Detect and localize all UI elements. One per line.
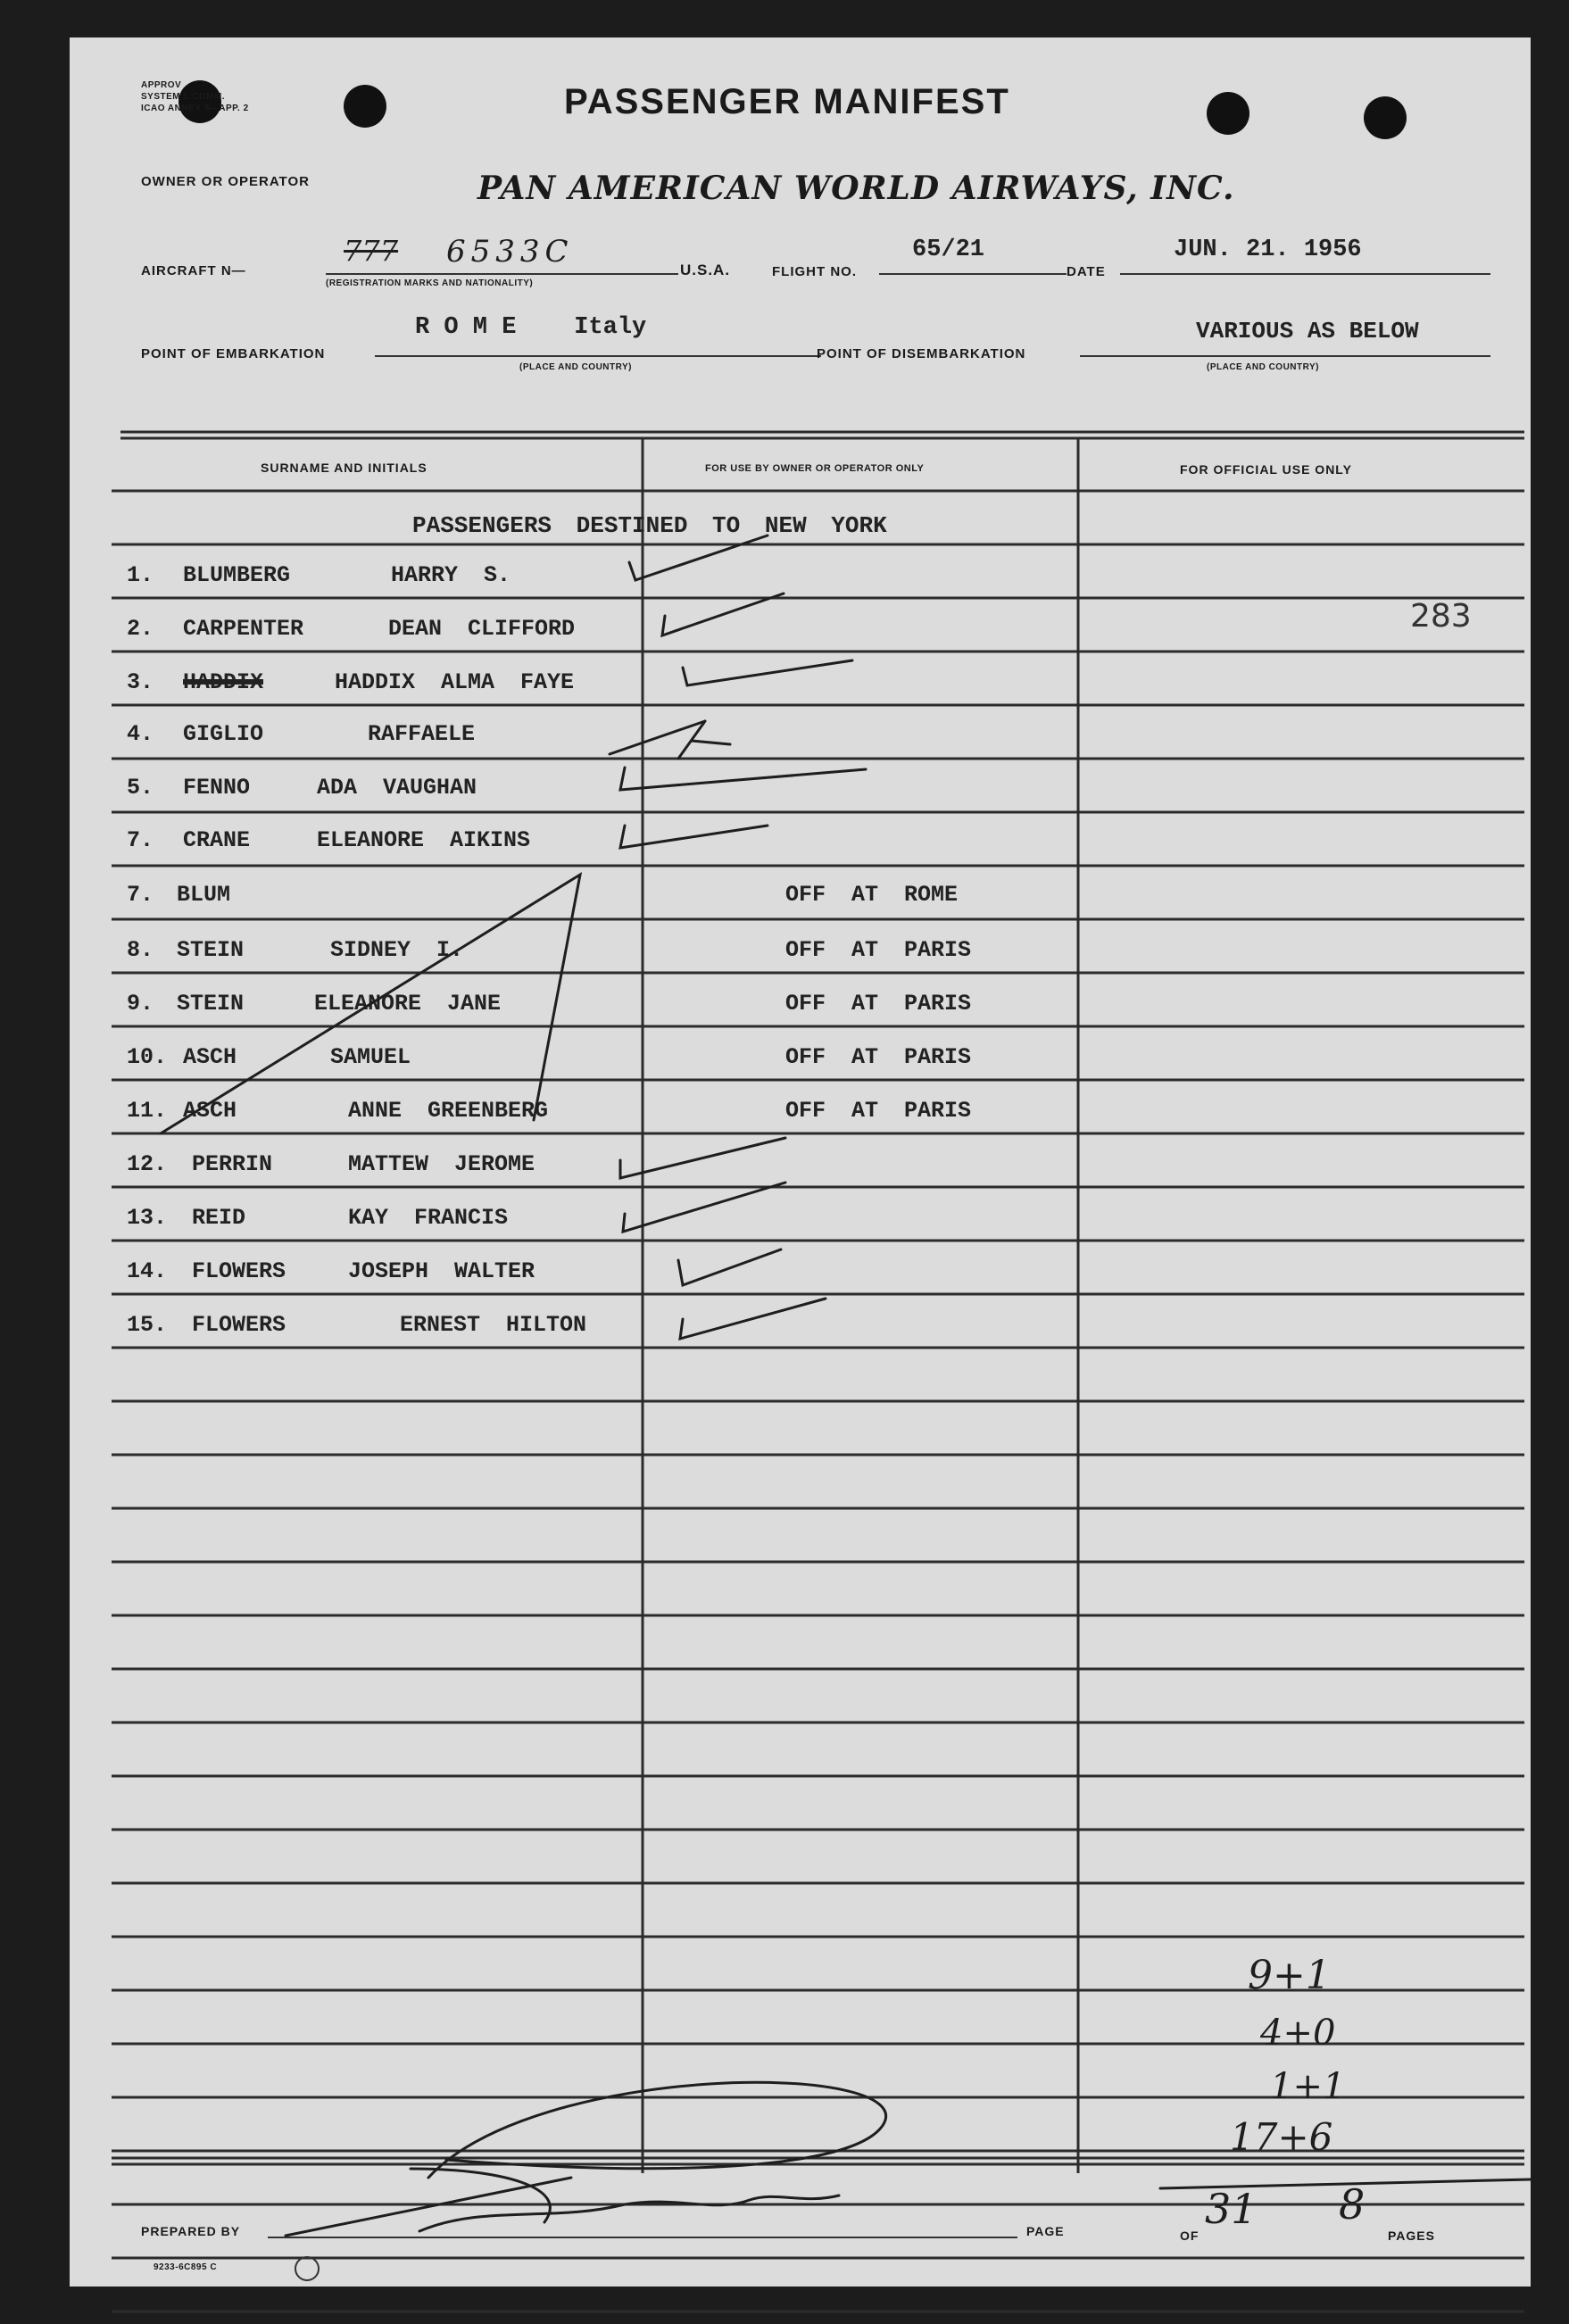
official-note: 283 (1410, 598, 1472, 635)
embarkation-label: POINT OF EMBARKATION (141, 346, 326, 361)
check-mark (629, 535, 768, 580)
passenger-surname: FENNO (183, 775, 251, 801)
passenger-surname: REID (192, 1205, 246, 1231)
page-title: PASSENGER MANIFEST (564, 82, 1010, 121)
page-underline (1160, 2179, 1531, 2188)
check-mark (680, 1299, 826, 1339)
passenger-given-names: RAFFAELE (368, 721, 476, 747)
column-header-operator: FOR USE BY OWNER OR OPERATOR ONLY (705, 463, 925, 474)
passenger-number: 2. (127, 616, 154, 642)
passenger-number: 13. (127, 1205, 168, 1231)
passenger-surname: HADDIX (183, 669, 264, 695)
passenger-remark: OFF AT PARIS (785, 991, 972, 1017)
passenger-remark: OFF AT PARIS (785, 937, 972, 963)
passenger-surname: CARPENTER (183, 616, 304, 642)
page-number: 31 (1205, 2185, 1258, 2233)
passenger-surname: ASCH (183, 1098, 237, 1124)
check-mark (620, 768, 866, 790)
passenger-given-names: SIDNEY I. (330, 937, 464, 963)
passenger-given-names: KAY FRANCIS (348, 1205, 509, 1231)
check-mark (662, 593, 784, 635)
aircraft-struck: 777 (344, 234, 399, 268)
passenger-given-names: HADDIX ALMA FAYE (335, 669, 575, 695)
passenger-given-names: ELEANORE JANE (314, 991, 502, 1017)
passenger-number: 7. (127, 827, 154, 853)
tally-line: 1+1 (1270, 2066, 1346, 2107)
embarkation-value: R O M E Italy (415, 314, 647, 341)
passenger-number: 5. (127, 775, 154, 801)
flight-label: FLIGHT NO. (772, 264, 857, 279)
pages-label: PAGES (1388, 2229, 1435, 2243)
check-mark (610, 721, 730, 759)
approval-line: APPROV (141, 80, 182, 90)
date-value: JUN. 21. 1956 (1174, 237, 1362, 263)
place-caption: (PLACE AND COUNTRY) (519, 362, 632, 372)
date-label: DATE (1067, 264, 1106, 279)
check-mark (620, 826, 768, 848)
passenger-given-names: ELEANORE AIKINS (317, 827, 531, 853)
signature (286, 2082, 886, 2236)
tally-line: 4+0 (1260, 2013, 1336, 2054)
usa-label: U.S.A. (680, 261, 731, 278)
check-mark (683, 660, 852, 685)
check-mark (678, 1249, 781, 1285)
passenger-remark: OFF AT ROME (785, 882, 959, 908)
passenger-number: 1. (127, 562, 154, 588)
passenger-given-names: HARRY S. (391, 562, 511, 588)
passenger-surname: CRANE (183, 827, 251, 853)
passenger-surname: BLUMBERG (183, 562, 291, 588)
place-caption: (PLACE AND COUNTRY) (1207, 362, 1319, 372)
passenger-surname: FLOWERS (192, 1312, 286, 1338)
owner-label: OWNER OR OPERATOR (141, 174, 310, 189)
passenger-given-names: ERNEST HILTON (400, 1312, 587, 1338)
flight-number: 65/21 (912, 237, 985, 263)
passenger-number: 14. (127, 1258, 168, 1284)
column-header-official: FOR OFFICIAL USE ONLY (1180, 462, 1352, 477)
passenger-surname: GIGLIO (183, 721, 264, 747)
passenger-given-names: JOSEPH WALTER (348, 1258, 535, 1284)
passenger-given-names: SAMUEL (330, 1044, 411, 1070)
aircraft-label: AIRCRAFT N— (141, 263, 246, 278)
passenger-given-names: ANNE GREENBERG (348, 1098, 549, 1124)
check-mark (620, 1138, 785, 1178)
passenger-number: 4. (127, 721, 154, 747)
page-label: PAGE (1026, 2224, 1065, 2238)
passenger-given-names: DEAN CLIFFORD (388, 616, 576, 642)
passenger-surname: ASCH (183, 1044, 237, 1070)
column-header-surname: SURNAME AND INITIALS (261, 461, 428, 475)
tally-line: 17+6 (1230, 2115, 1333, 2159)
passenger-number: 10. (127, 1044, 168, 1070)
passenger-surname: FLOWERS (192, 1258, 286, 1284)
passenger-surname: STEIN (177, 991, 245, 1017)
cross-out (161, 875, 580, 1133)
form-number: 9233-6C895 C (154, 2262, 218, 2272)
passenger-given-names: MATTEW JEROME (348, 1151, 535, 1177)
prepared-by-label: PREPARED BY (141, 2224, 241, 2238)
section-heading: PASSENGERS DESTINED TO NEW YORK (412, 512, 887, 539)
passenger-number: 8. (127, 937, 154, 963)
passenger-number: 3. (127, 669, 154, 695)
operator-name: PAN AMERICAN WORLD AIRWAYS, INC. (477, 170, 1235, 207)
approval-line: ICAO ANNEX 9—APP. 2 (141, 104, 249, 113)
passenger-number: 12. (127, 1151, 168, 1177)
passenger-number: 7. (127, 882, 154, 908)
aircraft-number: 6533C (446, 234, 574, 270)
passenger-surname: STEIN (177, 937, 245, 963)
passenger-surname: BLUM (177, 882, 231, 908)
passenger-remark: OFF AT PARIS (785, 1044, 972, 1070)
passenger-number: 11. (127, 1098, 168, 1124)
passenger-number: 9. (127, 991, 154, 1017)
disembarkation-label: POINT OF DISEMBARKATION (817, 346, 1026, 361)
passenger-remark: OFF AT PARIS (785, 1098, 972, 1124)
pages-count: 8 (1339, 2180, 1366, 2229)
disembarkation-value: VARIOUS AS BELOW (1196, 318, 1419, 344)
tally-line: 9+1 (1248, 1953, 1331, 1998)
of-label: OF (1180, 2229, 1200, 2243)
passenger-number: 15. (127, 1312, 168, 1338)
registration-caption: (REGISTRATION MARKS AND NATIONALITY) (326, 278, 534, 288)
approval-line: SYSTEM L COMM. (141, 92, 226, 102)
check-mark (623, 1183, 785, 1232)
passenger-given-names: ADA VAUGHAN (317, 775, 477, 801)
passenger-surname: PERRIN (192, 1151, 273, 1177)
